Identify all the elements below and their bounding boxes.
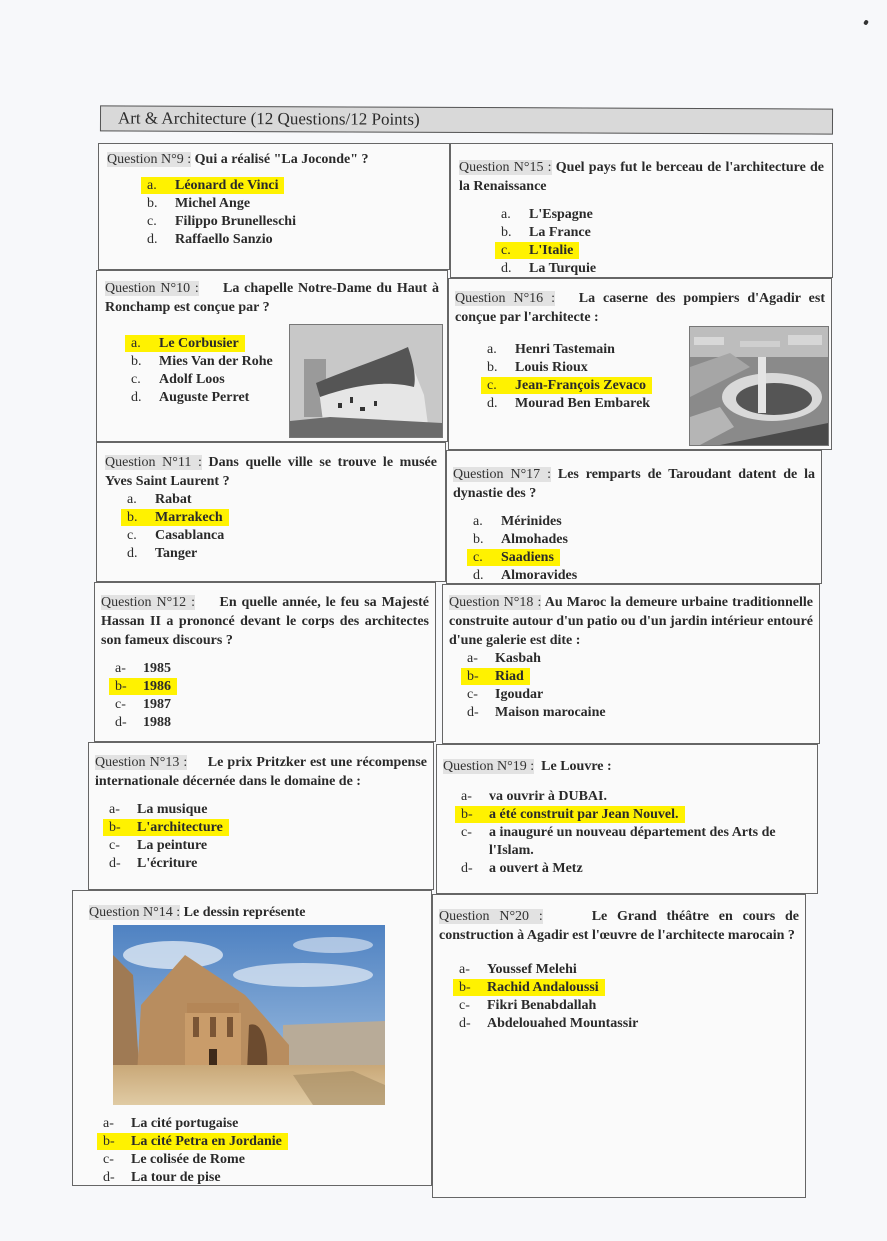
chapel-ronchamp-photo: [289, 324, 443, 438]
option-text: Fikri Benabdallah: [487, 998, 597, 1013]
option-d[interactable]: [467, 704, 813, 722]
option-b[interactable]: [459, 979, 799, 997]
option-text: Rabat: [155, 492, 192, 507]
option-text: La cité portugaise: [131, 1116, 239, 1131]
option-letter: d.: [147, 232, 158, 247]
option-a[interactable]: [501, 206, 824, 224]
answer-highlight: [141, 177, 284, 194]
option-letter: b.: [501, 225, 512, 240]
option-c[interactable]: [461, 824, 811, 860]
option-a[interactable]: [473, 513, 815, 531]
question-label: Question N°15 :: [459, 160, 552, 175]
option-letter: c-: [467, 687, 478, 702]
option-text: Saadiens: [501, 550, 554, 565]
question-card-14: [72, 890, 432, 1186]
option-letter: a-: [115, 661, 126, 676]
options-list: [459, 961, 799, 1033]
option-letter: d-: [459, 1016, 471, 1031]
section-title: Art & Architecture (12 Questions/12 Points): [117, 108, 420, 129]
options-list: [501, 206, 824, 278]
option-text: Mies Van der Rohe: [159, 354, 273, 369]
question-text: Dans quelle ville se trouve le musée Yves Saint Laurent ?: [105, 455, 437, 489]
question-card-13: [88, 742, 434, 890]
option-letter: a-: [103, 1116, 114, 1131]
option-c[interactable]: [131, 371, 281, 389]
option-letter: b-: [109, 820, 121, 835]
answer-highlight: [461, 668, 530, 685]
option-a[interactable]: [147, 177, 441, 195]
option-text: La France: [529, 225, 591, 240]
question-card-18: [442, 584, 820, 744]
option-d[interactable]: [115, 714, 429, 732]
question-label: Question N°12 :: [101, 595, 195, 610]
option-text: Henri Tastemain: [515, 342, 615, 357]
option-b[interactable]: [109, 819, 427, 837]
option-letter: a-: [467, 651, 478, 666]
option-text: 1988: [143, 715, 171, 730]
options-list: [127, 491, 437, 563]
option-text: 1986: [143, 679, 171, 694]
option-text: Louis Rioux: [515, 360, 588, 375]
option-c[interactable]: [473, 549, 815, 567]
question-text: Quel pays fut le berceau de l'architecture de la Renaissance: [459, 160, 825, 194]
option-letter: a-: [461, 789, 472, 804]
answer-highlight: [97, 1133, 288, 1150]
options-list: [103, 1115, 288, 1187]
question-text: La chapelle Notre-Dame du Haut à Ronchamp est conçue par ?: [105, 281, 440, 315]
scan-speck: [863, 19, 869, 25]
option-text: Léonard de Vinci: [175, 178, 279, 193]
question-text: Les remparts de Taroudant datent de la dynastie des ?: [453, 467, 815, 501]
option-letter: d.: [127, 546, 138, 561]
option-c[interactable]: [147, 213, 441, 231]
option-letter: d-: [461, 861, 473, 876]
question-card-16: [448, 278, 832, 450]
option-text: Raffaello Sanzio: [175, 232, 273, 247]
option-b[interactable]: [115, 678, 429, 696]
option-text: Riad: [495, 669, 524, 684]
option-letter: c.: [501, 243, 511, 258]
option-text: L'Italie: [529, 243, 574, 258]
option-letter: c.: [127, 528, 137, 543]
question-text: En quelle année, le feu sa Majesté Hassan II a prononcé devant le corps des architectes son fameux discours ?: [101, 595, 429, 648]
answer-highlight: [125, 335, 245, 352]
question-card-10: [96, 270, 448, 442]
option-letter: c-: [109, 838, 120, 853]
option-c[interactable]: [115, 696, 429, 714]
options-list: [109, 801, 427, 873]
question-label: Question N°16 :: [455, 291, 555, 306]
option-letter: d.: [131, 390, 142, 405]
question-label: Question N°11 :: [105, 455, 202, 470]
option-b[interactable]: [103, 1133, 288, 1151]
option-letter: d.: [501, 261, 512, 276]
question-label: Question N°19 :: [443, 759, 535, 774]
question-text: Le Louvre :: [541, 759, 612, 774]
option-letter: c-: [461, 825, 472, 840]
option-text: va ouvrir à DUBAI.: [489, 789, 607, 804]
question-label: Question N°18 :: [449, 595, 542, 610]
option-letter: d.: [487, 396, 498, 411]
petra-monastery-drawing: [113, 925, 385, 1105]
option-letter: c.: [473, 550, 483, 565]
petra-monastery-photo: [113, 925, 385, 1105]
question-card-9: [98, 143, 450, 270]
question-text: Le Grand théâtre en cours de construction à Agadir est l'œuvre de l'architecte marocain ?: [439, 909, 800, 943]
agadir-fire-station-photo: [689, 326, 829, 446]
option-a[interactable]: [467, 650, 813, 668]
option-letter: b-: [459, 980, 471, 995]
answer-highlight: [481, 377, 652, 394]
option-text: La musique: [137, 802, 208, 817]
question-label: Question N°13 :: [95, 755, 188, 770]
option-text: Youssef Melehi: [487, 962, 577, 977]
option-letter: a.: [131, 336, 141, 351]
option-d[interactable]: [109, 855, 427, 873]
option-letter: d-: [467, 705, 479, 720]
question-text: Le prix Pritzker est une récompense internationale décernée dans le domaine de :: [95, 755, 427, 789]
option-letter: c-: [115, 697, 126, 712]
option-a[interactable]: [131, 335, 281, 353]
option-text: Maison marocaine: [495, 705, 606, 720]
option-b[interactable]: [501, 224, 824, 242]
option-b[interactable]: [461, 806, 811, 824]
option-text: Igoudar: [495, 687, 544, 702]
option-letter: a.: [473, 514, 483, 529]
option-letter: a-: [109, 802, 120, 817]
option-letter: a.: [501, 207, 511, 222]
option-d[interactable]: [461, 860, 811, 878]
option-text: Adolf Loos: [159, 372, 225, 387]
question-label: Question N°9 :: [107, 152, 192, 167]
option-letter: b-: [103, 1134, 115, 1149]
option-text: Filippo Brunelleschi: [175, 214, 296, 229]
option-letter: a.: [487, 342, 497, 357]
option-c[interactable]: [103, 1151, 288, 1169]
question-label: Question N°20 :: [439, 909, 543, 924]
option-text: L'écriture: [137, 856, 198, 871]
option-text: La tour de pise: [131, 1170, 221, 1185]
option-letter: d.: [473, 568, 484, 583]
option-text: Michel Ange: [175, 196, 251, 211]
option-b[interactable]: [467, 668, 813, 686]
question-label: Question N°17 :: [453, 467, 551, 482]
option-text: a inauguré un nouveau département des Arts de l'Islam.: [489, 825, 776, 858]
question-card-19: [436, 744, 818, 894]
option-c[interactable]: [459, 997, 799, 1015]
option-text: Almoravides: [501, 568, 578, 583]
option-text: Jean-François Zevaco: [515, 378, 647, 393]
option-d[interactable]: [131, 389, 281, 407]
option-letter: a.: [147, 178, 157, 193]
option-letter: b-: [461, 807, 473, 822]
option-letter: b.: [131, 354, 142, 369]
options-list: [131, 335, 281, 407]
option-letter: a-: [459, 962, 470, 977]
option-a[interactable]: [127, 491, 437, 509]
options-list: [115, 660, 429, 732]
option-c[interactable]: [467, 686, 813, 704]
option-a[interactable]: [109, 801, 427, 819]
option-text: L'architecture: [137, 820, 223, 835]
option-text: Casablanca: [155, 528, 225, 543]
option-letter: b.: [147, 196, 158, 211]
option-text: 1985: [143, 661, 171, 676]
option-text: a ouvert à Metz: [489, 861, 583, 876]
option-text: Mourad Ben Embarek: [515, 396, 651, 411]
option-letter: c.: [147, 214, 157, 229]
option-letter: c.: [487, 378, 497, 393]
option-c[interactable]: [109, 837, 427, 855]
option-letter: a.: [127, 492, 137, 507]
option-letter: c.: [131, 372, 141, 387]
option-text: Le colisée de Rome: [131, 1152, 245, 1167]
option-text: 1987: [143, 697, 171, 712]
question-label: Question N°14 :: [89, 905, 181, 920]
question-card-15: [450, 143, 833, 278]
option-d[interactable]: [103, 1169, 288, 1187]
option-text: Almohades: [501, 532, 568, 547]
option-d[interactable]: [127, 545, 437, 563]
option-text: Le Corbusier: [159, 336, 239, 351]
option-text: Kasbah: [495, 651, 541, 666]
option-c[interactable]: [127, 527, 437, 545]
option-b[interactable]: [127, 509, 437, 527]
option-text: Abdelouahed Mountassir: [487, 1016, 639, 1031]
answer-highlight: [495, 242, 579, 259]
fire-station-drawing: [690, 327, 828, 445]
question-card-20: [432, 894, 806, 1198]
question-card-11: [96, 442, 446, 582]
question-card-17: [446, 450, 822, 584]
option-b[interactable]: [131, 353, 281, 371]
option-letter: d-: [115, 715, 127, 730]
question-text: Qui a réalisé "La Joconde" ?: [194, 152, 369, 167]
option-text: La peinture: [137, 838, 208, 853]
option-text: La Turquie: [529, 261, 597, 276]
option-d[interactable]: [459, 1015, 799, 1033]
chapel-ronchamp-drawing: [290, 325, 442, 437]
option-text: L'Espagne: [529, 207, 593, 222]
question-text: Au Maroc la demeure urbaine traditionnelle construite autour d'un patio ou d'un jardin intérieur entouré d'une galerie est dite :: [449, 595, 813, 648]
option-text: Tanger: [155, 546, 198, 561]
option-letter: b.: [127, 510, 138, 525]
question-text: Le dessin représente: [183, 905, 306, 920]
option-letter: c-: [459, 998, 470, 1013]
options-list: [467, 650, 813, 722]
question-card-12: [94, 582, 436, 742]
section-header: [100, 105, 833, 134]
option-d[interactable]: [501, 260, 824, 278]
option-a[interactable]: [115, 660, 429, 678]
answer-highlight: [103, 819, 229, 836]
question-text: La caserne des pompiers d'Agadir est conçue par l'architecte :: [455, 291, 825, 325]
option-letter: b.: [473, 532, 484, 547]
option-text: Rachid Andaloussi: [487, 980, 599, 995]
option-letter: d-: [109, 856, 121, 871]
option-letter: d-: [103, 1170, 115, 1185]
options-list: [473, 513, 815, 585]
option-letter: b-: [115, 679, 127, 694]
answer-highlight: [121, 509, 229, 526]
answer-highlight: [455, 806, 685, 823]
option-a[interactable]: [459, 961, 799, 979]
option-text: a été construit par Jean Nouvel.: [489, 807, 679, 822]
answer-highlight: [467, 549, 560, 566]
answer-highlight: [109, 678, 177, 695]
options-list: [461, 788, 811, 878]
option-d[interactable]: [473, 567, 815, 585]
answer-highlight: [453, 979, 605, 996]
option-text: La cité Petra en Jordanie: [131, 1134, 282, 1149]
option-b[interactable]: [473, 531, 815, 549]
question-label: Question N°10 :: [105, 281, 199, 296]
option-c[interactable]: [501, 242, 824, 260]
option-letter: b.: [487, 360, 498, 375]
option-a[interactable]: [461, 788, 811, 806]
option-text: Auguste Perret: [159, 390, 250, 405]
option-text: Marrakech: [155, 510, 223, 525]
option-letter: b-: [467, 669, 479, 684]
options-list: [147, 177, 441, 249]
option-letter: c-: [103, 1152, 114, 1167]
option-a[interactable]: [103, 1115, 288, 1133]
option-text: Mérinides: [501, 514, 562, 529]
option-d[interactable]: [147, 231, 441, 249]
option-b[interactable]: [147, 195, 441, 213]
